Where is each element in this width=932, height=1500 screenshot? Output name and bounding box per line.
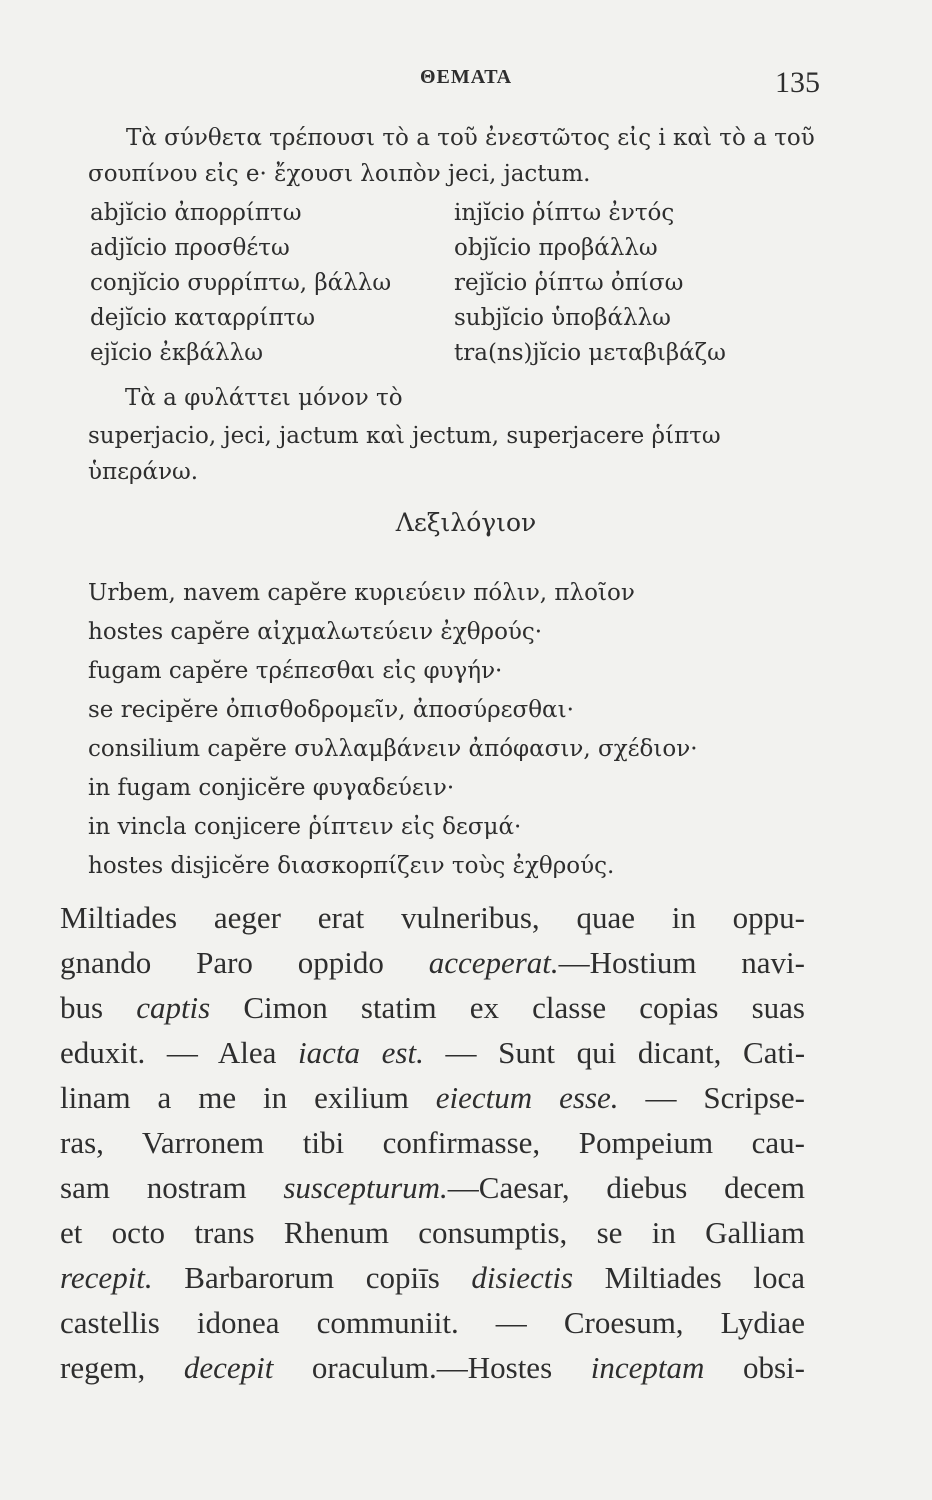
superjacio-paragraph xyxy=(88,406,828,490)
text-run: linam a me in exilium xyxy=(60,1080,436,1115)
superjacio-line: superjacio, jeci, jactum καὶ jectum, superjacere ῥίπτω xyxy=(88,423,721,449)
text-run: — Scripse- xyxy=(618,1080,805,1115)
exercise-paragraph xyxy=(60,895,805,1390)
text-run: ras, Varronem tibi confirmasse, Pompeium cau- xyxy=(60,1125,805,1160)
verb-row xyxy=(88,266,828,301)
verb-entry: objĭcio προβάλλω xyxy=(454,235,658,261)
exercise-line xyxy=(60,895,805,940)
note-line: Τὰ a φυλάττει μόνον τὸ xyxy=(125,385,403,411)
verb-entry: abjĭcio ἀπορρίπτω xyxy=(90,200,302,226)
vocabulary-list xyxy=(88,574,828,886)
text-run: et octo trans Rhenum consumptis, se in Galliam xyxy=(60,1215,805,1250)
running-header: ΘΕΜΑΤΑ xyxy=(419,66,513,88)
text-run: Miltiades aeger erat vulneribus, quae in oppu- xyxy=(60,900,805,935)
verb-entry: ejĭcio ἐκβάλλω xyxy=(90,340,263,366)
italic-run: iacta est. xyxy=(298,1035,424,1070)
exercise-line xyxy=(60,1300,805,1345)
exercise-line xyxy=(60,1030,805,1075)
verb-entry: adjĭcio προσθέτω xyxy=(90,235,290,261)
text-run: Cimon statim ex classe copias suas xyxy=(210,990,805,1025)
text-run: bus xyxy=(60,990,137,1025)
exercise-line xyxy=(60,1165,805,1210)
vocabulary-item: se recipĕre ὀπισθοδρομεῖν, ἀποσύρεσθαι· xyxy=(88,697,574,723)
italic-run: recepit. xyxy=(60,1260,153,1295)
text-run: Miltiades loca xyxy=(573,1260,806,1295)
exercise-line xyxy=(60,1075,805,1120)
intro-line: σουπίνου εἰς e· ἔχουσι λοιπὸν jeci, jactum. xyxy=(88,161,591,187)
verb-row xyxy=(88,196,828,231)
text-run: gnando Paro oppido xyxy=(60,945,429,980)
verb-row xyxy=(88,231,828,266)
vocabulary-item: in fugam conjicĕre φυγαδεύειν· xyxy=(88,775,455,801)
text-run: — Sunt qui dicant, Cati- xyxy=(423,1035,806,1070)
italic-run: decepit xyxy=(183,1350,274,1385)
vocabulary-item: hostes disjicĕre διασκορπίζειν τοὺς ἐχθρούς. xyxy=(88,853,615,879)
text-run: Barbarorum copiīs xyxy=(152,1260,472,1295)
text-run: regem, xyxy=(60,1350,184,1385)
italic-run: eiectum esse. xyxy=(435,1080,619,1115)
section-heading: Λεξιλόγιον xyxy=(395,508,537,537)
compound-verbs-list xyxy=(88,196,828,371)
verb-entry: conjĭcio συρρίπτω, βάλλω xyxy=(90,270,392,296)
text-run: —Caesar, diebus decem xyxy=(447,1170,805,1205)
exercise-line xyxy=(60,1120,805,1165)
text-run: obsi- xyxy=(704,1350,805,1385)
vocabulary-item: Urbem, navem capĕre κυριεύειν πόλιν, πλοῖον xyxy=(88,580,635,606)
exercise-line xyxy=(60,1345,805,1390)
verb-entry: dejĭcio καταρρίπτω xyxy=(90,305,316,331)
verb-row xyxy=(88,336,828,371)
verb-entry: rejĭcio ῥίπτω ὀπίσω xyxy=(454,270,684,296)
intro-line: Τὰ σύνθετα τρέπουσι τὸ a τοῦ ἐνεστῶτος εἰς i καὶ τὸ a τοῦ xyxy=(126,125,815,151)
vocabulary-item: fugam capĕre τρέπεσθαι εἰς φυγήν· xyxy=(88,658,503,684)
text-run: oraculum.—Hostes xyxy=(273,1350,591,1385)
text-run: eduxit. — Alea xyxy=(60,1035,298,1070)
italic-run: inceptam xyxy=(590,1350,705,1385)
verb-entry: tra(ns)jĭcio μεταβιβάζω xyxy=(454,340,726,366)
exercise-line xyxy=(60,985,805,1030)
superjacio-line: ὑπεράνω. xyxy=(88,459,199,485)
page-number: 135 xyxy=(775,66,820,99)
exercise-line xyxy=(60,1210,805,1255)
verb-entry: injĭcio ῥίπτω ἐντός xyxy=(454,200,675,226)
italic-run: captis xyxy=(136,990,211,1025)
text-run: —Hostium navi- xyxy=(558,945,805,980)
italic-run: suscepturum. xyxy=(283,1170,448,1205)
verb-entry: subjĭcio ὑποβάλλω xyxy=(454,305,671,331)
vocabulary-item: hostes capĕre αἰχμαλωτεύειν ἐχθρούς· xyxy=(88,619,543,645)
verb-row xyxy=(88,301,828,336)
italic-run: acceperat. xyxy=(428,945,559,980)
exercise-line xyxy=(60,940,805,985)
exercise-line xyxy=(60,1255,805,1300)
intro-paragraph xyxy=(88,120,828,192)
vocabulary-item: in vincla conjicere ῥίπτειν εἰς δεσμά· xyxy=(88,814,522,840)
italic-run: disiectis xyxy=(471,1260,574,1295)
text-run: castellis idonea communiit. — Croesum, Lydiae xyxy=(60,1305,805,1340)
text-run: sam nostram xyxy=(60,1170,284,1205)
vocabulary-item: consilium capĕre συλλαμβάνειν ἀπόφασιν, σχέδιον· xyxy=(88,736,698,762)
